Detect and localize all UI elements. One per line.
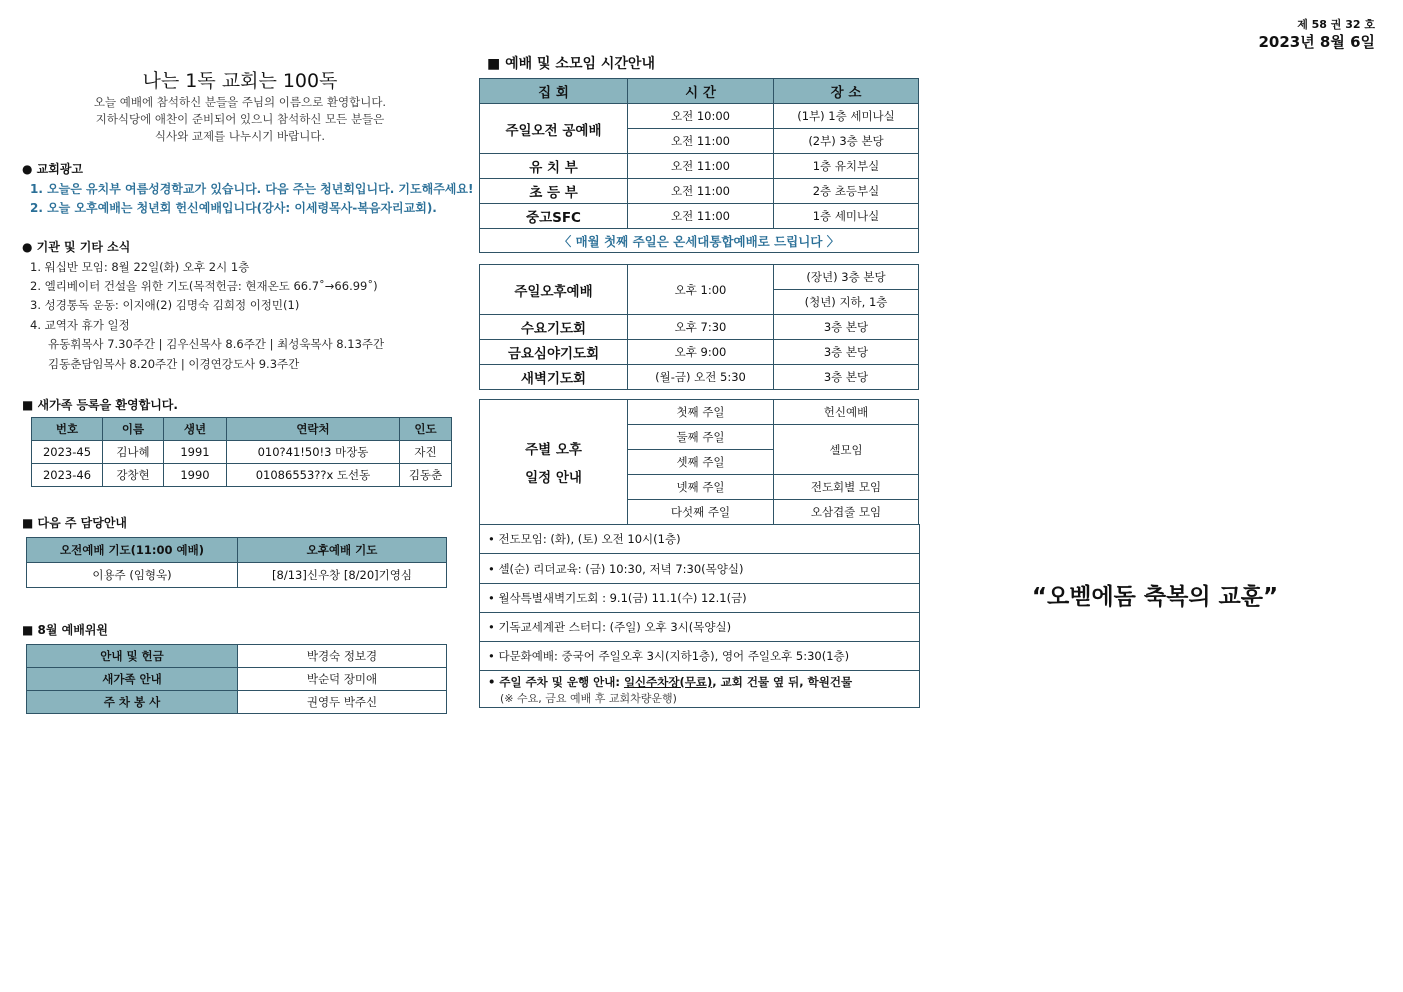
table-row bbox=[480, 104, 919, 129]
service-time: 오전 11:00 bbox=[628, 154, 774, 179]
committee-heading: ■ 8월 예배위원 bbox=[22, 623, 109, 637]
schedule-title: ■ 예배 및 소모임 시간안내 bbox=[487, 56, 655, 72]
service-place: (1부) 1층 세미나실 bbox=[774, 104, 919, 129]
service-name: 중고SFC bbox=[480, 204, 628, 229]
service-place: 3층 본당 bbox=[774, 365, 919, 390]
service-name: 주일오후예배 bbox=[480, 265, 628, 315]
table-cell: 이용주 (임형욱) bbox=[27, 563, 238, 588]
role-cell: 주 차 봉 사 bbox=[27, 691, 238, 714]
sermon-title: “오벧에돔 축복의 교훈” bbox=[1031, 584, 1279, 610]
weekly-schedule-table bbox=[479, 399, 919, 525]
table-cell: 강창현 bbox=[103, 464, 164, 487]
column-header: 시 간 bbox=[628, 79, 774, 104]
service-time: 오전 11:00 bbox=[628, 179, 774, 204]
table-cell: [8/13]신우창 [8/20]기영심 bbox=[238, 563, 447, 588]
table-row bbox=[480, 315, 919, 340]
column-header: 장 소 bbox=[774, 79, 919, 104]
note-item: • 셀(순) 리더교육: (금) 10:30, 저녁 7:30(목양실) bbox=[480, 553, 919, 583]
table-row bbox=[27, 668, 447, 691]
table-cell: 2023-46 bbox=[32, 464, 103, 487]
service-name: 주일오전 공예배 bbox=[480, 104, 628, 154]
welcome-title: 나는 1독 교회는 100독 bbox=[142, 70, 338, 92]
announcement-item: 2. 오늘 오후예배는 청년회 헌신예배입니다(강사: 이세령목사-복음자리교회). bbox=[30, 201, 437, 215]
service-place: 1층 세미나실 bbox=[774, 204, 919, 229]
service-time: (월-금) 오전 5:30 bbox=[628, 365, 774, 390]
table-cell: 김동춘 bbox=[400, 464, 452, 487]
newfamily-heading: ■ 새가족 등록을 환영합니다. bbox=[22, 398, 178, 412]
service-name: 유 치 부 bbox=[480, 154, 628, 179]
news-item: 3. 성경통독 운동: 이지애(2) 김명숙 김희정 이정민(1) bbox=[30, 298, 300, 312]
service-place: 1층 유치부실 bbox=[774, 154, 919, 179]
table-cell: 1990 bbox=[164, 464, 227, 487]
service-time: 오전 11:00 bbox=[628, 129, 774, 154]
news-item: 4. 교역자 휴가 일정 bbox=[30, 318, 130, 332]
issue-number: 제 58 권 32 호 bbox=[1297, 18, 1375, 31]
nextweek-heading: ■ 다음 주 담당안내 bbox=[22, 516, 128, 530]
column-header: 오전예배 기도(11:00 예배) bbox=[27, 538, 238, 563]
news-heading: ● 기관 및 기타 소식 bbox=[22, 240, 131, 254]
event-cell: 셀모임 bbox=[774, 425, 919, 475]
table-row bbox=[32, 464, 452, 487]
table-row bbox=[480, 204, 919, 229]
parking-prefix: • 주일 주차 및 운행 안내: bbox=[488, 675, 624, 689]
table-cell: 김나혜 bbox=[103, 441, 164, 464]
service-time: 오전 10:00 bbox=[628, 104, 774, 129]
bulletin-date: 2023년 8월 6일 bbox=[1258, 33, 1375, 51]
role-cell: 안내 및 헌금 bbox=[27, 645, 238, 668]
parking-note bbox=[480, 670, 919, 707]
table-row bbox=[480, 179, 919, 204]
welcome-line: 지하식당에 애찬이 준비되어 있으니 참석하신 모든 분들은 bbox=[95, 112, 385, 126]
names-cell: 박경숙 정보경 bbox=[238, 645, 447, 668]
service-place: 3층 본당 bbox=[774, 340, 919, 365]
event-cell: 오삼겹줄 모임 bbox=[774, 500, 919, 525]
week-cell: 둘째 주일 bbox=[628, 425, 774, 450]
news-item: 2. 엘리베이터 건설을 위한 기도(목적헌금: 현재온도 66.7˚→66.99˚) bbox=[30, 279, 378, 293]
table-row bbox=[27, 563, 447, 588]
news-item: 유동휘목사 7.30주간 | 김우신목사 8.6주간 | 최성욱목사 8.13주간 bbox=[48, 337, 385, 351]
note-item: • 기독교세계관 스터디: (주일) 오후 3시(목양실) bbox=[480, 612, 919, 641]
service-place: (2부) 3층 본당 bbox=[774, 129, 919, 154]
weekly-schedule-label-line: 주별 오후 bbox=[525, 442, 582, 458]
service-time: 오후 9:00 bbox=[628, 340, 774, 365]
column-header: 생년 bbox=[164, 418, 227, 441]
service-place: 2층 초등부실 bbox=[774, 179, 919, 204]
column-header: 오후예배 기도 bbox=[238, 538, 447, 563]
note-item: • 전도모임: (화), (토) 오전 10시(1층) bbox=[488, 531, 681, 546]
table-row bbox=[480, 365, 919, 390]
welcome-line: 오늘 예배에 참석하신 분들을 주님의 이름으로 환영합니다. bbox=[93, 95, 387, 109]
table-cell: 01086553??x 도선동 bbox=[227, 464, 400, 487]
welcome-line: 식사와 교제를 나누시기 바랍니다. bbox=[154, 129, 326, 143]
service-place: (청년) 지하, 1층 bbox=[774, 290, 919, 315]
table-row bbox=[27, 645, 447, 668]
table-row bbox=[480, 340, 919, 365]
nextweek-table bbox=[26, 537, 447, 588]
table-row bbox=[480, 265, 919, 290]
service-name: 금요심야기도회 bbox=[480, 340, 628, 365]
announcement-item: 1. 오늘은 유치부 여름성경학교가 있습니다. 다음 주는 청년회입니다. 기도해주세요! bbox=[30, 182, 474, 196]
integrated-worship-notice: 〈 매월 첫째 주일은 온세대통합예배로 드립니다 〉 bbox=[480, 229, 919, 253]
news-item: 1. 워십반 모임: 8월 22일(화) 오후 2시 1층 bbox=[30, 260, 250, 274]
service-place: 3층 본당 bbox=[774, 315, 919, 340]
column-header: 연락처 bbox=[227, 418, 400, 441]
note-item: • 월삭특별새벽기도회 : 9.1(금) 11.1(수) 12.1(금) bbox=[480, 583, 919, 612]
service-place: (장년) 3층 본당 bbox=[774, 265, 919, 290]
week-cell: 셋째 주일 bbox=[628, 450, 774, 475]
table-row bbox=[27, 691, 447, 714]
week-cell: 넷째 주일 bbox=[628, 475, 774, 500]
names-cell: 박순덕 장미애 bbox=[238, 668, 447, 691]
service-time: 오후 1:00 bbox=[628, 265, 774, 315]
table-row bbox=[32, 441, 452, 464]
news-item: 김동춘담임목사 8.20주간 | 이경연강도사 9.3주간 bbox=[48, 357, 300, 371]
table-row bbox=[480, 154, 919, 179]
event-cell: 헌신예배 bbox=[774, 400, 919, 425]
service-name: 초 등 부 bbox=[480, 179, 628, 204]
service-name: 수요기도회 bbox=[480, 315, 628, 340]
column-header: 집 회 bbox=[480, 79, 628, 104]
table-cell: 010?41!50!3 마장동 bbox=[227, 441, 400, 464]
announcements-heading: ● 교회광고 bbox=[22, 162, 84, 176]
role-cell: 새가족 안내 bbox=[27, 668, 238, 691]
table-cell: 1991 bbox=[164, 441, 227, 464]
service-time: 오전 11:00 bbox=[628, 204, 774, 229]
table-row bbox=[480, 400, 919, 425]
schedule-table-morning bbox=[479, 78, 919, 253]
newfamily-table bbox=[31, 417, 452, 487]
table-cell: 자진 bbox=[400, 441, 452, 464]
weekly-schedule-label-line: 일정 안내 bbox=[525, 470, 582, 486]
note-item: • 다문화예배: 중국어 주일오후 3시(지하1층), 영어 주일오후 5:30(1층) bbox=[480, 641, 919, 670]
parking-rest: , 교회 건물 옆 뒤, 학원건물 bbox=[712, 675, 853, 689]
week-cell: 첫째 주일 bbox=[628, 400, 774, 425]
parking-lot: 일신주차장(무료) bbox=[623, 675, 713, 689]
column-header: 이름 bbox=[103, 418, 164, 441]
parking-subnote: (※ 수요, 금요 예배 후 교회차량운행) bbox=[500, 692, 677, 705]
schedule-table-afternoon bbox=[479, 264, 919, 390]
week-cell: 다섯째 주일 bbox=[628, 500, 774, 525]
names-cell: 권영두 박주신 bbox=[238, 691, 447, 714]
service-time: 오후 7:30 bbox=[628, 315, 774, 340]
weekly-schedule-label bbox=[480, 400, 628, 525]
event-cell: 전도회별 모임 bbox=[774, 475, 919, 500]
schedule-notes bbox=[479, 524, 920, 708]
table-cell: 2023-45 bbox=[32, 441, 103, 464]
column-header: 인도 bbox=[400, 418, 452, 441]
column-header: 번호 bbox=[32, 418, 103, 441]
service-name: 새벽기도회 bbox=[480, 365, 628, 390]
committee-table bbox=[26, 644, 447, 714]
